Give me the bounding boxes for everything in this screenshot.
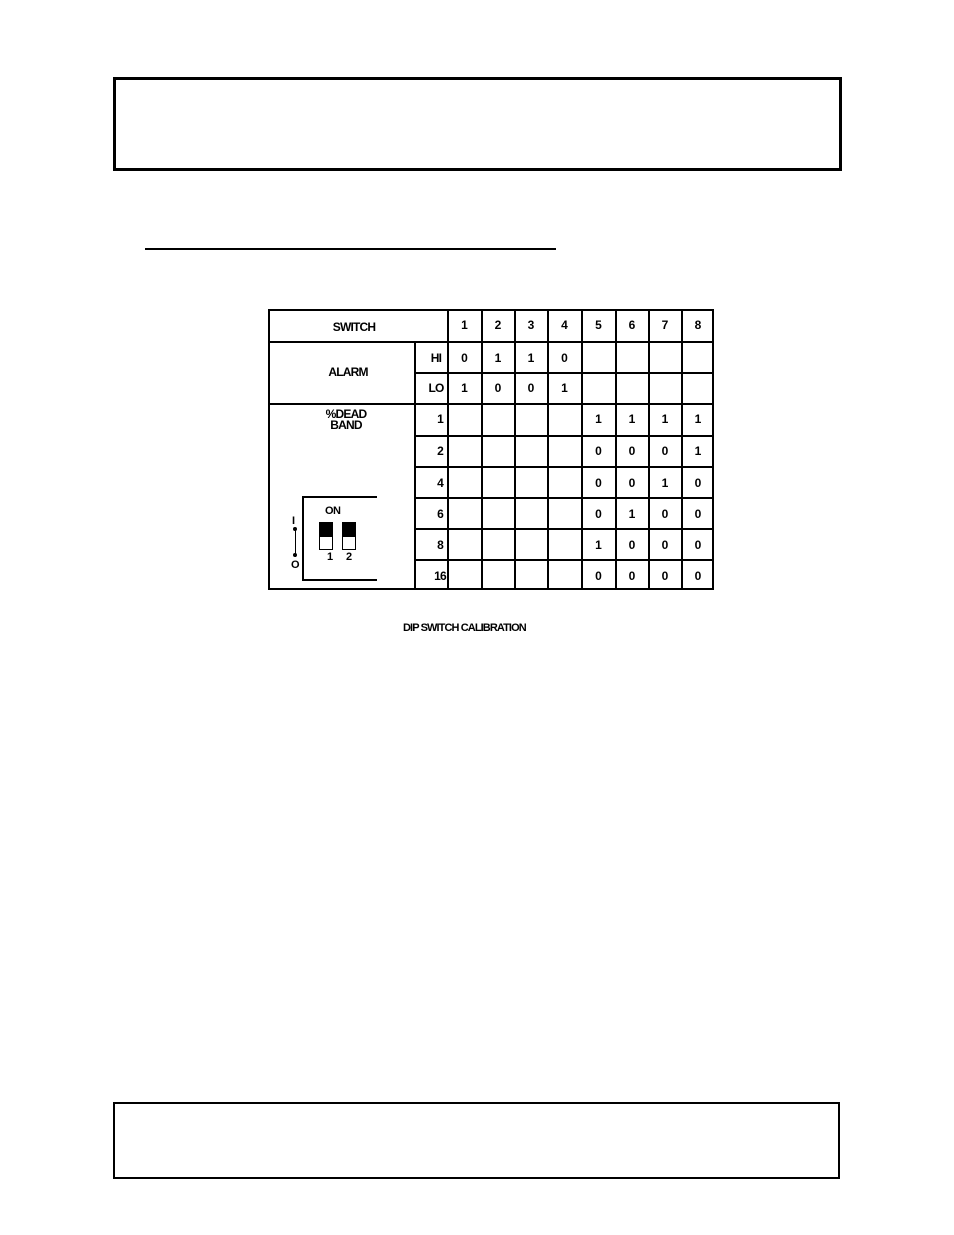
alarm-row-label: LO xyxy=(428,381,444,395)
figure-caption: DIP SWITCH CALIBRATION xyxy=(403,622,526,634)
dip-toggle-2 xyxy=(342,522,356,550)
deadband-cell-value: 1 xyxy=(661,476,668,490)
switch-number: 1 xyxy=(461,318,467,332)
dip-o-label: O xyxy=(291,559,300,571)
deadband-cell-value: 0 xyxy=(694,569,701,583)
deadband-cell-value: 0 xyxy=(661,507,668,521)
deadband-cell-value: 0 xyxy=(694,507,701,521)
header-box xyxy=(113,77,842,171)
dip-io-dot-top xyxy=(293,527,297,531)
alarm-cell-value: 1 xyxy=(527,351,534,365)
deadband-row-label: 6 xyxy=(437,507,443,521)
dip-io-dot-bottom xyxy=(293,553,297,557)
table-vline xyxy=(481,311,483,590)
table-hline xyxy=(414,466,714,468)
switch-number: 8 xyxy=(694,318,701,332)
deadband-cell-value: 0 xyxy=(661,538,668,552)
deadband-label: %DEAD xyxy=(325,407,367,421)
table-hline xyxy=(414,497,714,499)
deadband-row-label: 1 xyxy=(437,412,443,426)
switch-number: 5 xyxy=(595,318,601,332)
dip-i-label: I xyxy=(292,515,295,527)
deadband-cell-value: 0 xyxy=(595,476,601,490)
deadband-cell-value: 0 xyxy=(628,476,635,490)
switch-header-label: SWITCH xyxy=(332,320,376,334)
table-hline xyxy=(414,372,714,374)
dip-switch-1-label: 1 xyxy=(327,551,333,563)
deadband-cell-value: 0 xyxy=(595,507,601,521)
switch-number: 2 xyxy=(494,318,501,332)
deadband-cell-value: 1 xyxy=(595,538,601,552)
alarm-cell-value: 1 xyxy=(561,381,567,395)
deadband-cell-value: 1 xyxy=(694,444,701,458)
switch-number: 7 xyxy=(661,318,668,332)
deadband-cell-value: 0 xyxy=(661,444,668,458)
deadband-cell-value: 0 xyxy=(595,444,601,458)
table-hline xyxy=(414,435,714,437)
deadband-cell-value: 1 xyxy=(595,412,601,426)
dip-switch-2-label: 2 xyxy=(346,551,352,563)
switch-number: 3 xyxy=(527,318,534,332)
alarm-cell-value: 1 xyxy=(461,381,467,395)
deadband-row-label: 4 xyxy=(437,476,443,490)
section-title-underline xyxy=(145,248,556,250)
dip-switch-diagram xyxy=(289,496,379,581)
alarm-label: ALARM xyxy=(328,365,368,379)
deadband-row-label: 8 xyxy=(437,538,443,552)
alarm-cell-value: 1 xyxy=(494,351,501,365)
deadband-cell-value: 0 xyxy=(595,569,601,583)
alarm-cell-value: 0 xyxy=(461,351,467,365)
table-vline xyxy=(447,311,449,590)
deadband-cell-value: 0 xyxy=(628,569,635,583)
deadband-row-label: 2 xyxy=(437,444,443,458)
table-vline xyxy=(615,311,617,590)
table-hline xyxy=(414,528,714,530)
deadband-cell-value: 1 xyxy=(628,507,635,521)
table-vline xyxy=(514,311,516,590)
alarm-cell-value: 0 xyxy=(527,381,534,395)
deadband-cell-value: 0 xyxy=(694,538,701,552)
table-vline xyxy=(681,311,683,590)
switch-number: 6 xyxy=(628,318,635,332)
deadband-cell-value: 1 xyxy=(661,412,668,426)
table-vline xyxy=(547,311,549,590)
table-vline xyxy=(648,311,650,590)
table-vline xyxy=(414,342,416,590)
deadband-cell-value: 1 xyxy=(628,412,635,426)
alarm-cell-value: 0 xyxy=(494,381,501,395)
table-vline xyxy=(581,311,583,590)
table-hline xyxy=(414,559,714,561)
switch-number: 4 xyxy=(561,318,567,332)
deadband-cell-value: 0 xyxy=(628,444,635,458)
dip-on-label: ON xyxy=(325,505,341,517)
deadband-label: BAND xyxy=(330,418,362,432)
deadband-row-label: 16 xyxy=(434,569,446,583)
alarm-cell-value: 0 xyxy=(561,351,567,365)
deadband-cell-value: 1 xyxy=(694,412,701,426)
footer-box xyxy=(113,1102,840,1179)
alarm-row-label: HI xyxy=(430,351,442,365)
deadband-cell-value: 0 xyxy=(661,569,668,583)
deadband-cell-value: 0 xyxy=(694,476,701,490)
deadband-cell-value: 0 xyxy=(628,538,635,552)
dip-toggle-1 xyxy=(319,522,333,550)
